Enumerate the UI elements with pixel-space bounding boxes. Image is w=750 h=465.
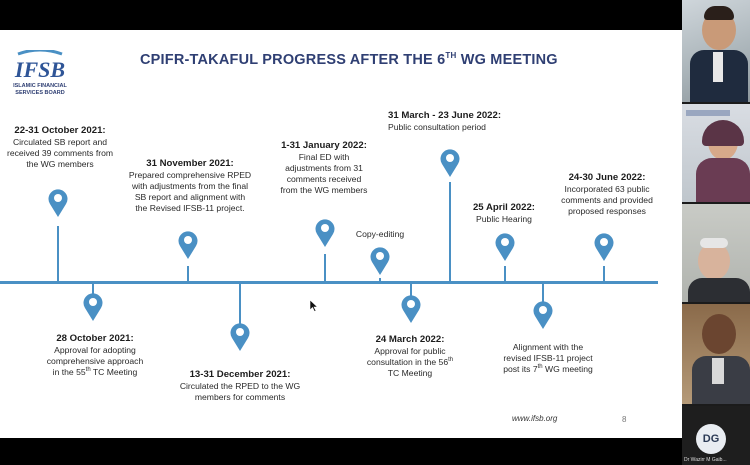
participant-tile-initials[interactable] — [682, 406, 750, 465]
participant-name: Dr Wazirr M Gaib... — [684, 457, 727, 463]
participant-video-4[interactable] — [682, 304, 750, 404]
milestone-2: 28 October 2021: Approval for adopting comprehensive approach in the 55th TC Meeting — [30, 333, 160, 378]
presentation-slide — [0, 30, 682, 438]
map-pin-icon — [229, 322, 251, 352]
milestone-10: Alignment with the revised IFSB-11 project post its 7th WG meeting — [503, 342, 593, 374]
svg-text:IFSB: IFSB — [14, 57, 66, 80]
milestone-date: 31 March - 23 June 2022: — [388, 110, 502, 121]
map-pin-icon — [177, 230, 199, 260]
logo-org-line1: ISLAMIC FINANCIAL — [13, 83, 67, 89]
milestone-11: 24-30 June 2022: Incorporated 63 public comments and provided proposed responses — [548, 172, 666, 217]
map-pin-icon — [314, 218, 336, 248]
slide-title: CPIFR-TAKAFUL PROGRESS AFTER THE 6TH WG MEETING — [140, 51, 558, 68]
timeline-stem — [379, 278, 381, 282]
milestone-date: 13-31 December 2021: — [189, 369, 291, 380]
ifsb-logo-mark — [14, 50, 66, 80]
map-pin-icon — [47, 188, 69, 218]
timeline-stem — [449, 182, 451, 282]
participant-panel — [682, 0, 750, 465]
timeline-stem — [57, 226, 59, 282]
milestone-date: 24 March 2022: — [375, 334, 445, 345]
map-pin-icon — [494, 232, 516, 262]
map-pin-icon — [593, 232, 615, 262]
ifsb-logo — [10, 50, 70, 100]
timeline-stem — [239, 283, 241, 325]
page-number: 8 — [622, 415, 627, 424]
milestone-date: 22-31 October 2021: — [14, 125, 106, 136]
milestone-3: 31 November 2021: Prepared comprehensive RPED with adjustments from the final SB report and alignment with the Revised IFSB-11 project. — [116, 158, 264, 214]
map-pin-icon — [82, 292, 104, 322]
participant-avatar: DG — [696, 424, 726, 454]
milestone-date: 25 April 2022: — [472, 202, 536, 213]
logo-org-line2: SERVICES BOARD — [15, 90, 65, 96]
map-pin-icon — [532, 300, 554, 330]
milestone-date: 28 October 2021: — [56, 333, 134, 344]
milestone-5: 1-31 January 2022: Final ED with adjustments from 31 comments received from the WG members — [268, 140, 380, 196]
mouse-cursor-icon — [310, 300, 318, 312]
timeline-stem — [324, 254, 326, 282]
participant-video-3[interactable] — [682, 204, 750, 302]
milestone-6: Copy-editing — [355, 229, 405, 239]
milestone-4: 13-31 December 2021: Circulated the RPED to the WG members for comments — [170, 369, 310, 403]
timeline-stem — [504, 266, 506, 282]
milestone-8: 31 March - 23 June 2022: Public consultation period — [388, 110, 518, 133]
timeline-stem — [603, 266, 605, 282]
footer-url[interactable]: www.ifsb.org — [512, 414, 558, 423]
timeline-axis — [0, 281, 658, 284]
milestone-date: 24-30 June 2022: — [568, 172, 646, 183]
map-pin-icon — [369, 246, 391, 276]
participant-video-2[interactable] — [682, 104, 750, 202]
milestone-7: 24 March 2022: Approval for public consultation in the 56th TC Meeting — [350, 334, 470, 379]
timeline-stem — [187, 266, 189, 282]
map-pin-icon — [439, 148, 461, 178]
milestone-date: 31 November 2021: — [146, 158, 234, 169]
milestone-9: 25 April 2022: Public Hearing — [464, 202, 544, 225]
milestone-date: 1-31 January 2022: — [281, 140, 367, 151]
participant-video-1[interactable] — [682, 0, 750, 102]
milestone-1: 22-31 October 2021: Circulated SB report and received 39 comments from the WG members — [4, 125, 116, 170]
map-pin-icon — [400, 294, 422, 324]
